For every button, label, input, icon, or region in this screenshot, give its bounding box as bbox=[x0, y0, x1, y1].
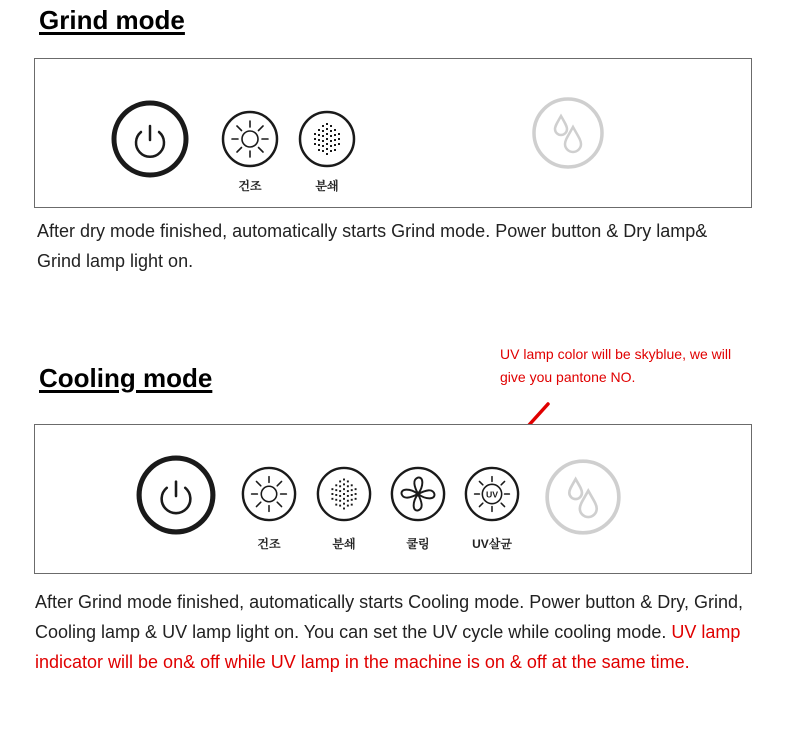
uv-indicator-note: UV lamp indicator will be on& off while UV lamp in the machine is on & off at the same time. bbox=[35, 622, 741, 672]
dry-button[interactable] bbox=[240, 465, 298, 523]
grind-dots-icon bbox=[315, 465, 373, 523]
power-button[interactable] bbox=[135, 454, 217, 536]
water-button[interactable] bbox=[544, 458, 622, 536]
power-icon bbox=[135, 454, 217, 536]
grind-label: 분쇄 bbox=[332, 537, 356, 551]
water-button[interactable] bbox=[531, 96, 605, 170]
uv-label: UV살균 bbox=[472, 537, 512, 551]
grind-button[interactable] bbox=[315, 465, 373, 523]
cooling-description-text: After Grind mode finished, automatically starts Cooling mode. Power button & Dry, Grind, Cooling lamp & UV lamp light on. You can set the UV cycle while cooling mode. bbox=[35, 592, 743, 642]
cooling-button[interactable] bbox=[389, 465, 447, 523]
cooling-mode-heading: Cooling mode bbox=[39, 363, 213, 393]
grind-mode-heading: Grind mode bbox=[39, 5, 185, 35]
grind-control-panel bbox=[34, 58, 752, 208]
water-drop-icon bbox=[544, 458, 622, 536]
grind-mode-description: After dry mode finished, automatically starts Grind mode. Power button & Dry lamp& Grind lamp light on. bbox=[37, 221, 708, 271]
grind-label: 분쇄 bbox=[315, 179, 339, 193]
cooling-mode-description bbox=[35, 587, 750, 677]
uv-color-note: UV lamp color will be skyblue, we will give you pantone NO. bbox=[500, 346, 732, 385]
dry-label: 건조 bbox=[257, 537, 281, 551]
grind-dots-icon bbox=[297, 109, 357, 169]
fan-icon bbox=[389, 465, 447, 523]
water-drop-icon bbox=[531, 96, 605, 170]
uv-icon-text: UV bbox=[485, 489, 499, 500]
cooling-control-panel bbox=[34, 424, 752, 574]
power-button[interactable] bbox=[110, 99, 190, 179]
cooling-label: 쿨링 bbox=[406, 537, 430, 551]
dry-label: 건조 bbox=[238, 179, 262, 193]
sun-icon bbox=[220, 109, 280, 169]
grind-button[interactable] bbox=[297, 109, 357, 169]
dry-button[interactable] bbox=[220, 109, 280, 169]
power-icon bbox=[110, 99, 190, 179]
uv-button[interactable] bbox=[463, 465, 521, 523]
uv-icon bbox=[463, 465, 521, 523]
sun-icon bbox=[240, 465, 298, 523]
